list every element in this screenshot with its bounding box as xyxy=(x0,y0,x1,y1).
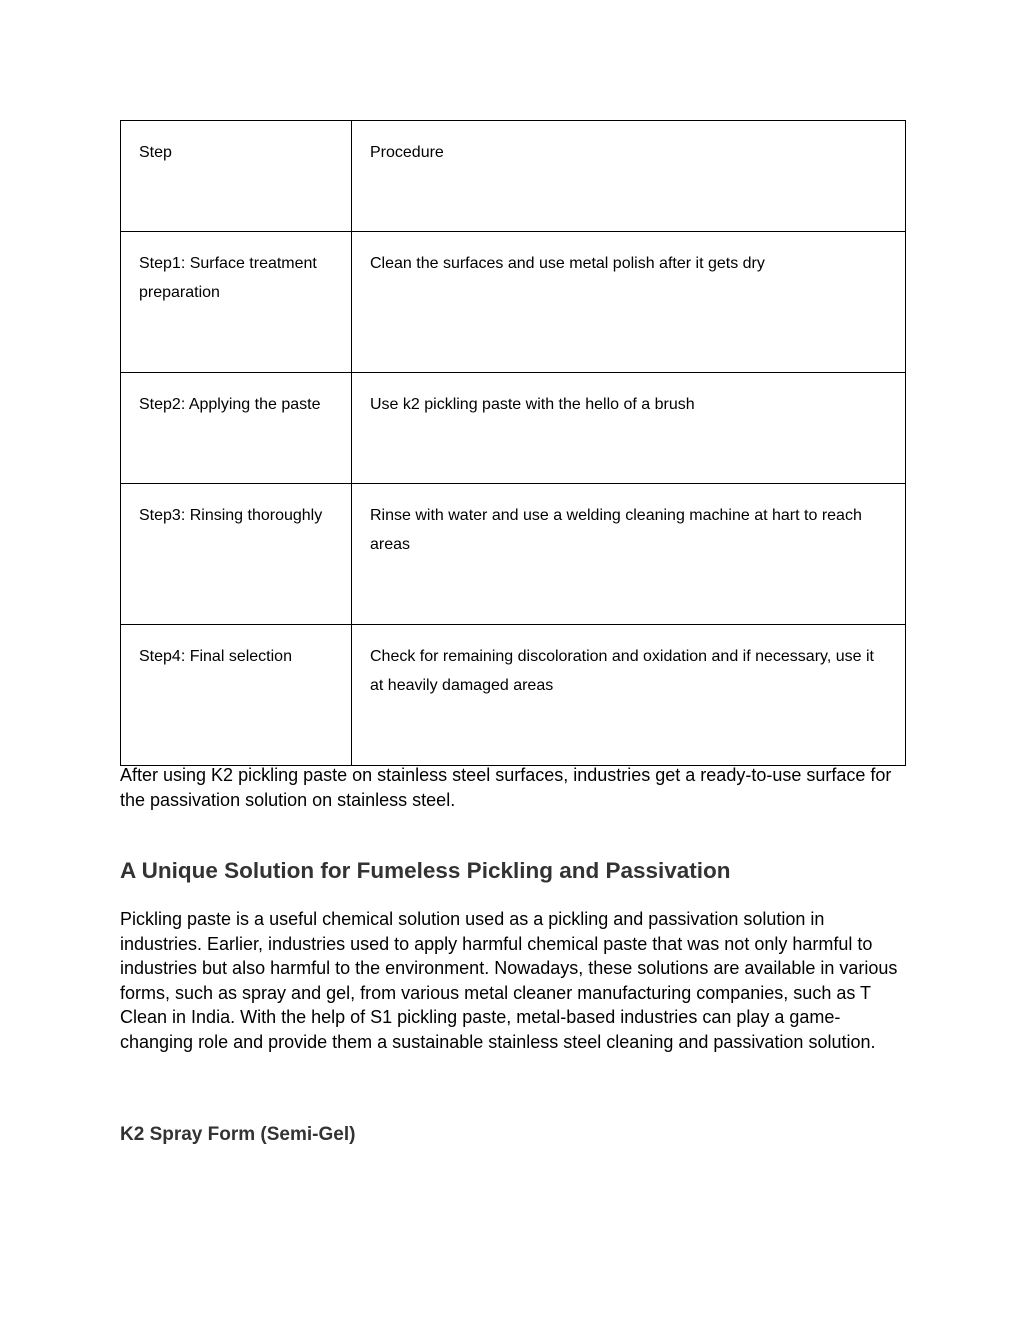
table-header-row xyxy=(121,121,906,232)
table-row xyxy=(121,232,906,373)
step-cell: Step4: Final selection xyxy=(121,625,352,766)
section-paragraph: Pickling paste is a useful chemical solution used as a pickling and passivation solution in industries. Earlier, industries used to apply harmful chemical paste that was not only harmful to industries but also harmful to the environment. Nowadays, these solutions are available in various forms, such as spray and gel, from various metal cleaner manufacturing companies, such as T Clean in India. With the help of S1 pickling paste, metal-based industries can play a game-changing role and provide them a sustainable stainless steel cleaning and passivation solution. xyxy=(120,909,898,1052)
procedure-cell: Clean the surfaces and use metal polish after it gets dry xyxy=(352,232,906,373)
procedure-table xyxy=(120,120,906,766)
procedure-cell: Rinse with water and use a welding cleaning machine at hart to reach areas xyxy=(352,484,906,625)
table-row xyxy=(121,484,906,625)
step-cell: Step3: Rinsing thoroughly xyxy=(121,484,352,625)
subsection-heading: K2 Spray Form (Semi-Gel) xyxy=(120,1124,356,1145)
procedure-cell: Check for remaining discoloration and oxidation and if necessary, use it at heavily damaged areas xyxy=(352,625,906,766)
step-cell: Step1: Surface treatment preparation xyxy=(121,232,352,373)
after-table-paragraph: After using K2 pickling paste on stainless steel surfaces, industries get a ready-to-use surface for the passivation solution on stainless steel. xyxy=(120,765,892,810)
table-row xyxy=(121,625,906,766)
step-cell: Step2: Applying the paste xyxy=(121,373,352,484)
table-row xyxy=(121,373,906,484)
section-heading: A Unique Solution for Fumeless Pickling and Passivation xyxy=(120,858,731,883)
header-procedure-cell: Procedure xyxy=(352,121,906,232)
header-step-cell: Step xyxy=(121,121,352,232)
procedure-cell: Use k2 pickling paste with the hello of a brush xyxy=(352,373,906,484)
